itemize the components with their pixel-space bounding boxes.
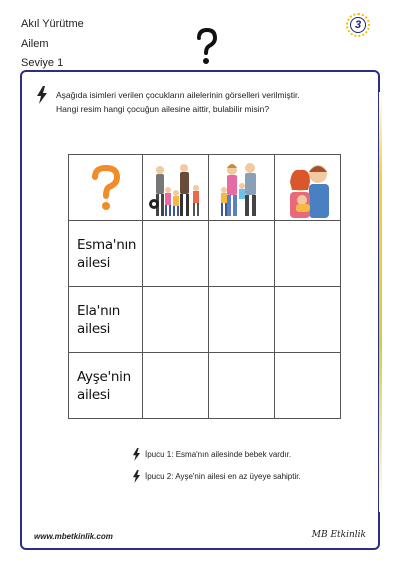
answer-cell[interactable] — [209, 221, 275, 287]
question-mark-icon — [195, 28, 219, 66]
worksheet-level: Seviye 1 — [21, 57, 64, 69]
family-of-six-icon — [146, 160, 206, 220]
row-label-suffix: ailesi — [77, 386, 111, 403]
worksheet-topic: Ailem — [21, 38, 49, 50]
row-label-suffix: ailesi — [77, 254, 111, 271]
lightning-icon — [132, 470, 141, 483]
answer-cell[interactable] — [209, 287, 275, 353]
family-with-baby-icon — [278, 160, 338, 220]
answer-cell[interactable] — [143, 353, 209, 419]
family-image-cell-1 — [143, 155, 209, 221]
hint-2-text: İpucu 2: Ayşe'nin ailesi en az üyeye sahiptir. — [145, 472, 301, 481]
row-label-name: Esma'nın — [77, 236, 137, 253]
answer-cell[interactable] — [143, 287, 209, 353]
row-label-ayse — [69, 353, 143, 419]
instructions — [56, 88, 300, 116]
instruction-line-2: Hangi resim hangi çocuğun ailesine aittir, bulabilir misin? — [56, 104, 270, 114]
instruction-line-1: Aşağıda isimleri verilen çocukların ailelerinin görselleri verilmiştir. — [56, 90, 300, 100]
grid-row-ayse — [69, 353, 341, 419]
answer-cell[interactable] — [275, 221, 341, 287]
hint-2 — [132, 470, 301, 483]
page-number-badge: 3 — [346, 13, 370, 37]
lightning-icon — [132, 448, 141, 461]
row-label-suffix: ailesi — [77, 320, 111, 337]
hint-1 — [132, 448, 291, 461]
family-of-four-icon — [212, 160, 272, 220]
worksheet-title: Akıl Yürütme — [21, 18, 84, 30]
footer-website: www.mbetkinlik.com — [34, 532, 113, 541]
footer-brand: MB Etkinlik — [311, 530, 366, 540]
row-label-name: Ayşe'nin — [77, 368, 131, 385]
grid-row-esma — [69, 221, 341, 287]
lightning-icon — [36, 86, 48, 104]
answer-cell[interactable] — [275, 353, 341, 419]
grid-header-row — [69, 155, 341, 221]
row-label-esma — [69, 221, 143, 287]
family-image-cell-2 — [209, 155, 275, 221]
matching-grid — [68, 154, 341, 419]
hint-1-text: İpucu 1: Esma'nın ailesinde bebek vardır. — [145, 450, 292, 459]
worksheet-frame — [20, 70, 380, 550]
grid-row-ela — [69, 287, 341, 353]
answer-cell[interactable] — [143, 221, 209, 287]
row-label-ela — [69, 287, 143, 353]
answer-cell[interactable] — [275, 287, 341, 353]
orange-question-mark-icon — [91, 165, 121, 211]
answer-cell[interactable] — [209, 353, 275, 419]
family-image-cell-3 — [275, 155, 341, 221]
row-label-name: Ela'nın — [77, 302, 121, 319]
grid-corner-cell — [69, 155, 143, 221]
